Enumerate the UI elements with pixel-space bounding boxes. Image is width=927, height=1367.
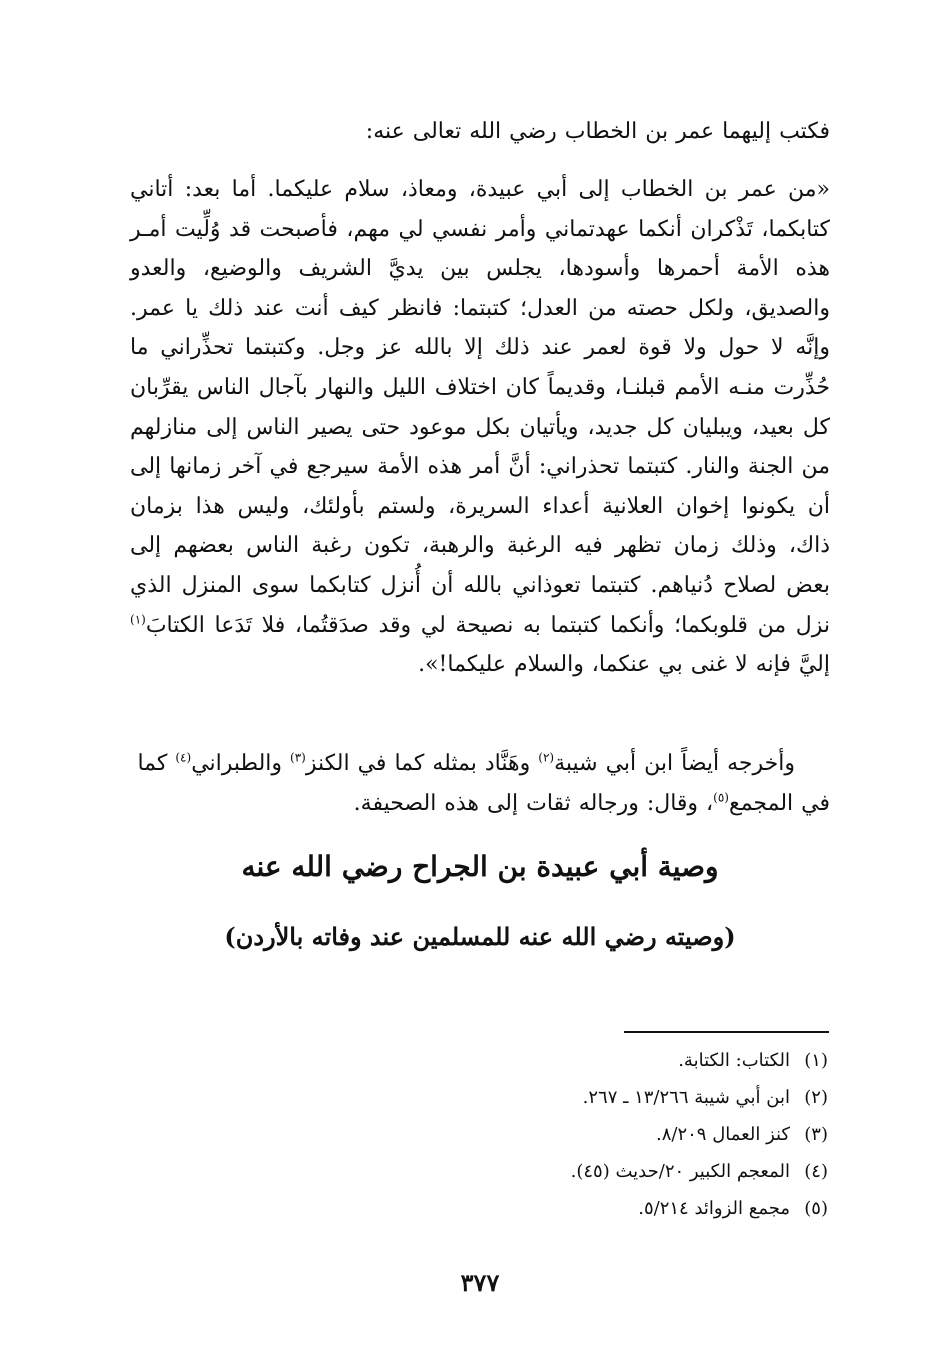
source-text-3: والطبراني — [191, 751, 291, 776]
letter-line-5: يا عمر. وإنَّه لا حول ولا قوة لعمر عند ذلك إلا بالله عز وجل. وكتبتما تحذِّراني — [130, 295, 830, 361]
footnote-number: (٣) — [804, 1124, 828, 1145]
page-number: ٣٧٧ — [460, 1268, 500, 1297]
letter-line-1: «من عمر بن الخطاب إلى أبي عبيدة، ومعاذ، سلام عليكما. أما بعد: — [184, 177, 831, 202]
letter-paragraph — [130, 170, 830, 685]
footnotes-list — [130, 1042, 830, 1227]
footnote-ref-3: (٣) — [290, 750, 306, 765]
footnote-ref-5: (٥) — [713, 790, 729, 805]
footnote-ref-1: (١) — [130, 612, 146, 627]
letter-line-10: بزمان ذاك، وذلك زمان تظهر فيه الرغبة والرهبة، تكون رغبة الناس بعضهم إلى — [130, 493, 830, 559]
source-text-1: وأخرجه أيضاً ابن أبي شيبة — [554, 751, 795, 776]
letter-line-9: زمانها إلى أن يكونوا إخوان العلانية أعداء السريرة، ولستم بأولئك، وليس هذا — [130, 454, 830, 519]
footnote-item — [130, 1116, 830, 1153]
letter-line-12: نزل من قلوبكما؛ وأنكما كتبتما به نصيحة لي وقد صدَقتُما، فلا تَدَعا الكتابَ — [145, 612, 830, 638]
footnote-text: مجمع الزوائد ٥/٢١٤. — [638, 1198, 790, 1219]
footnote-text: الكتاب: الكتابة. — [678, 1050, 790, 1071]
footnote-item — [130, 1079, 830, 1116]
letter-line-4: والعدو والصديق، ولكل حصته من العدل؛ كتبتما: فانظر كيف أنت عند ذلك — [130, 256, 830, 321]
footnote-number: (١) — [804, 1050, 828, 1071]
footnote-text: كنز العمال ٨/٢٠٩. — [656, 1124, 790, 1145]
footnote-number: (٤) — [804, 1161, 828, 1182]
letter-line-6: ما حُذِّرت منـه الأمم قبلنـا، وقديماً كان اختلاف الليل والنهار بآجال الناس — [130, 335, 830, 400]
footnote-item — [130, 1190, 830, 1227]
letter-line-3: وُلِّيت أمـر هذه الأمة أحمرها وأسودها، يجلس بين يديَّ الشريف والوضيع، — [130, 216, 831, 282]
source-line-1 — [130, 744, 830, 784]
footnote-text: ابن أبي شيبة ١٣/٢٦٦ ـ ٢٦٧. — [582, 1087, 790, 1108]
section-subheading: (وصيته رضي الله عنه للمسلمين عند وفاته بالأردن) — [224, 922, 736, 951]
footnote-number: (٥) — [804, 1198, 828, 1219]
letter-line-8: منازلهم من الجنة والنار. كتبتما تحذراني: أنَّ أمر هذه الأمة سيرجع في آخر — [130, 414, 830, 480]
source-text-6: ، وقال: ورجاله ثقات إلى هذه الصحيفة. — [353, 790, 714, 816]
source-text-4: كما — [137, 751, 176, 776]
source-text-2: وهَنَّاد بمثله كما في الكنز — [305, 751, 539, 776]
footnote-divider — [624, 1031, 829, 1033]
footnote-item — [130, 1042, 830, 1079]
letter-line-2: أتاني كتابكما، تَذْكران أنكما عهدتماني وأمر نفسي لي مهم، فأصبحت قد — [130, 177, 831, 242]
intro-paragraph: فكتب إليهما عمر بن الخطاب رضي الله تعالى عنه: — [365, 119, 830, 144]
source-line-2 — [130, 784, 830, 824]
footnote-text: المعجم الكبير ٢٠/حديث (٤٥). — [570, 1161, 790, 1182]
letter-line-11: بعض لصلاح دُنياهم. كتبتما تعوذاني بالله أن أُنزل كتابكما سوى المنزل الذي — [130, 572, 830, 598]
source-paragraph — [130, 744, 830, 823]
footnote-item — [130, 1153, 830, 1190]
letter-line-13: إليَّ فإنه لا غنى بي عنكما، والسلام عليكما!». — [418, 652, 830, 678]
footnote-ref-2: (٢) — [538, 750, 555, 765]
footnote-number: (٢) — [804, 1087, 828, 1108]
source-text-5: في المجمع — [728, 790, 830, 816]
footnote-ref-4: (٤) — [175, 750, 192, 765]
letter-line-7: يقرِّبان كل بعيد، ويبليان كل جديد، ويأتيان بكل موعود حتى يصير الناس إلى — [130, 374, 831, 440]
section-heading: وصية أبي عبيدة بن الجراح رضي الله عنه — [241, 850, 719, 883]
